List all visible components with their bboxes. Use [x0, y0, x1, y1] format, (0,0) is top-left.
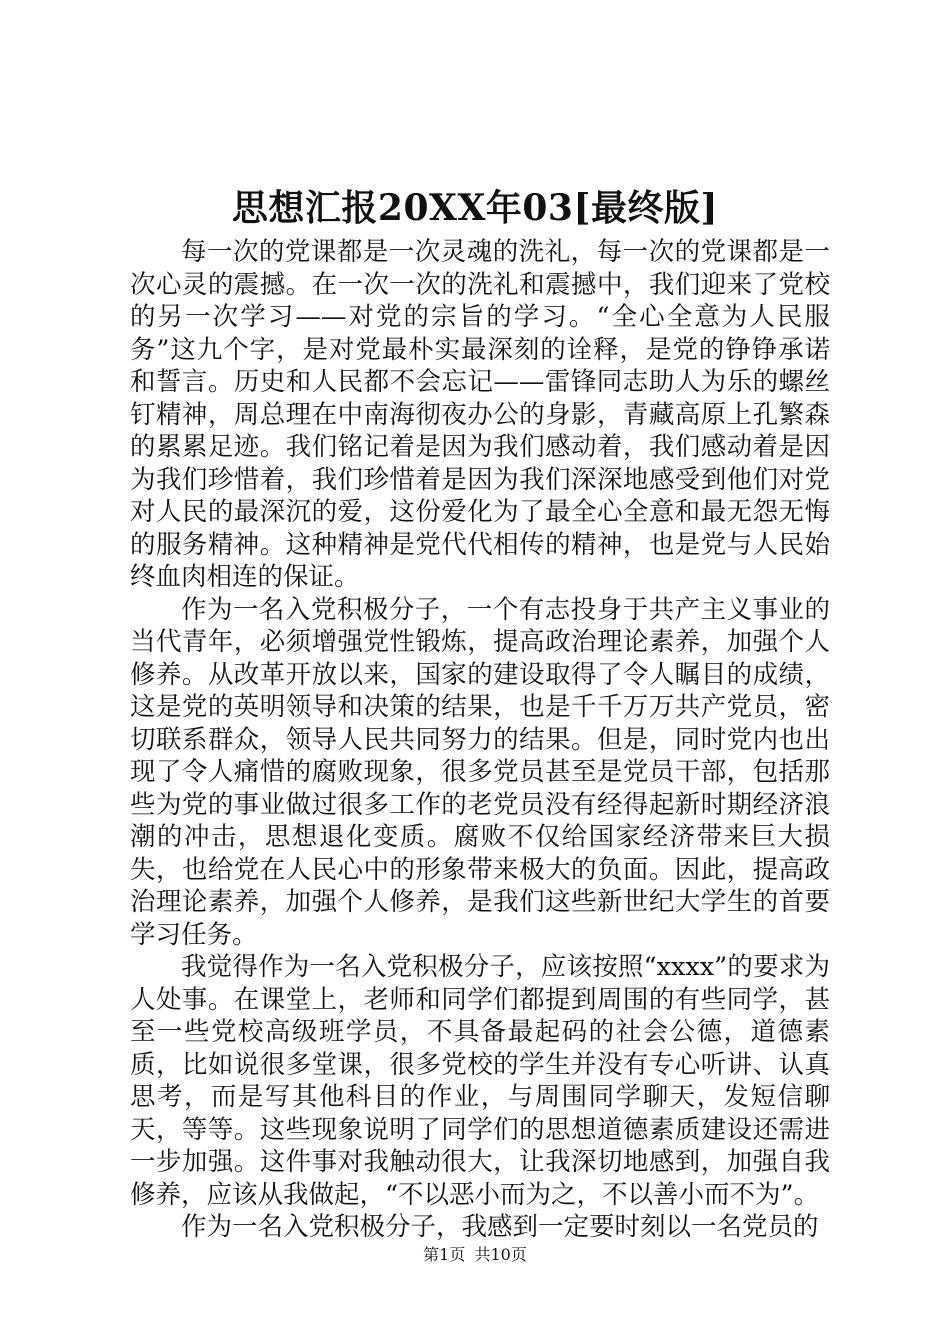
paragraph-4: 作为一名入党积极分子，我感到一定要时刻以一名党员的: [181, 1212, 819, 1242]
document-title: 思想汇报20XX年03[最终版]: [231, 187, 719, 229]
page-footer: [0, 1244, 950, 1266]
page-number-total: 共10页: [474, 1245, 527, 1264]
document-body: [130, 236, 830, 1244]
page-number-current: 第1页: [423, 1245, 466, 1264]
paragraph-3: 我觉得作为一名入党积极分子，应该按照“xxxx”的要求为人处事。在课堂上，老师和同学们都提到周围的有些同学，甚至一些党校高级班学员，不具备最起码的社会公德，道德素质，比如说很多堂课，很多党校的学生并没有专心听讲、认真思考，而是写其他科目的作业，与周围同学聊天，发短信聊天，等等。这些现象说明了同学们的思想道德素质建设还需进一步加强。这件事对我触动很大，让我深切地感到，加强自我修养，应该从我做起，“不以恶小而为之，不以善小而不为”。: [130, 952, 830, 1210]
paragraph-1: 每一次的党课都是一次灵魂的洗礼，每一次的党课都是一次心灵的震撼。在一次一次的洗礼和震撼中，我们迎来了党校的另一次学习——对党的宗旨的学习。“全心全意为人民服务”这九个字，是对党最朴实最深刻的诠释，是党的铮铮承诺和誓言。历史和人民都不会忘记——雷锋同志助人为乐的螺丝钉精神，周总理在中南海彻夜办公的身影，青藏高原上孔繁森的累累足迹。我们铭记着是因为我们感动着，我们感动着是因为我们珍惜着，我们珍惜着是因为我们深深地感受到他们对党对人民的最深沉的爱，这份爱化为了最全心全意和最无怨无悔的服务精神。这种精神是党代代相传的精神，也是党与人民始终血肉相连的保证。: [130, 237, 830, 592]
paragraph-2: 作为一名入党积极分子，一个有志投身于共产主义事业的当代青年，必须增强党性锻炼，提高政治理论素养，加强个人修养。从改革开放以来，国家的建设取得了令人瞩目的成绩，这是党的英明领导和决策的结果，也是千千万万共产党员，密切联系群众，领导人民共同努力的结果。但是，同时党内也出现了令人痛惜的腐败现象，很多党员甚至是党员干部，包括那些为党的事业做过很多工作的老党员没有经得起新时期经济浪潮的冲击，思想退化变质。腐败不仅给国家经济带来巨大损失，也给党在人民心中的形象带来极大的负面。因此，提高政治理论素养，加强个人修养，是我们这些新世纪大学生的首要学习任务。: [130, 594, 830, 950]
